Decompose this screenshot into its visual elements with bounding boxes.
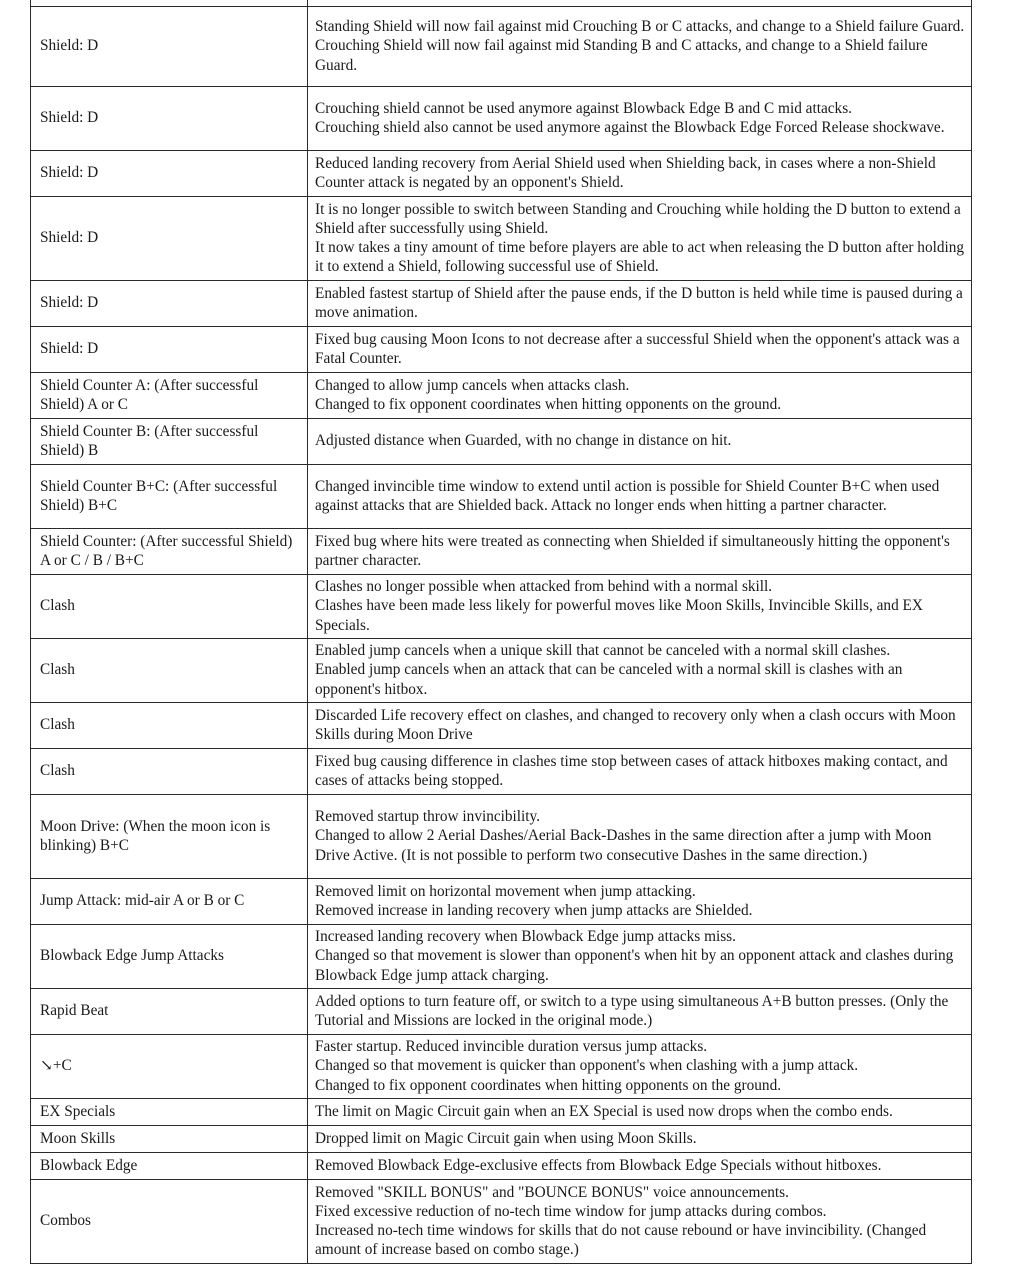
move-label: Shield: D bbox=[31, 87, 308, 151]
move-label: Shield: D bbox=[31, 7, 308, 87]
change-note: Adjusted distance when Guarded, with no change in distance on hit. bbox=[315, 432, 732, 450]
change-note: Changed invincible time window to extend until action is possible for Shield Counter B+C when used against attacks that are Shielded back. Attack no longer ends when hitting a partner character. bbox=[315, 477, 940, 514]
move-label: Shield: D bbox=[31, 281, 308, 327]
change-note: Dropped limit on Magic Circuit gain when using Moon Skills. bbox=[315, 1129, 697, 1147]
change-notes bbox=[308, 87, 972, 151]
table-row bbox=[31, 7, 972, 87]
table-row bbox=[31, 1153, 972, 1180]
table-row bbox=[31, 1099, 972, 1126]
change-note: Clashes no longer possible when attacked from behind with a normal skill. bbox=[315, 578, 773, 596]
change-notes bbox=[308, 281, 972, 327]
change-note: Changed so that movement is quicker than opponent's when clashing with a jump attack. bbox=[315, 1057, 859, 1075]
table-row bbox=[31, 529, 972, 575]
table-row bbox=[31, 639, 972, 703]
change-note: Discarded Life recovery effect on clashes, and changed to recovery only when a clash occurs with Moon Skills during Moon Drive bbox=[315, 706, 956, 743]
table-row bbox=[31, 1180, 972, 1264]
move-label: Clash bbox=[31, 749, 308, 795]
change-note: Removed startup throw invincibility. bbox=[315, 808, 541, 826]
change-note: Removed "SKILL BONUS" and "BOUNCE BONUS" voice announcements. bbox=[315, 1183, 789, 1201]
move-label: Shield: D bbox=[31, 151, 308, 197]
change-notes bbox=[308, 575, 972, 639]
table-row bbox=[31, 197, 972, 281]
change-notes bbox=[308, 749, 972, 795]
move-label: Combos bbox=[31, 1180, 308, 1264]
move-label: ↘+C bbox=[31, 1035, 308, 1099]
table-row bbox=[31, 749, 972, 795]
change-notes bbox=[308, 639, 972, 703]
change-note: Enabled jump cancels when a unique skill that cannot be canceled with a normal skill clashes. bbox=[315, 642, 891, 660]
change-notes bbox=[308, 925, 972, 989]
change-note: Standing Shield will now fail against mid Crouching B or C attacks, and change to a Shield failure Guard. bbox=[315, 18, 965, 36]
change-notes bbox=[308, 151, 972, 197]
table-row bbox=[31, 87, 972, 151]
move-label: Moon Skills bbox=[31, 1126, 308, 1153]
move-label: Shield Counter B: (After successful Shield) B bbox=[31, 419, 308, 465]
change-notes bbox=[308, 1180, 972, 1264]
change-notes bbox=[308, 529, 972, 575]
change-note: Crouching shield also cannot be used anymore against the Blowback Edge Forced Release shockwave. bbox=[315, 119, 945, 136]
change-notes bbox=[308, 879, 972, 925]
change-note: Increased no-tech time windows for skills that do not cause rebound or have invincibility. (Changed amount of increase based on combo stage.) bbox=[315, 1222, 927, 1259]
change-note: Enabled fastest startup of Shield after the pause ends, if the D button is held while time is paused during a move animation. bbox=[315, 284, 963, 321]
change-notes bbox=[308, 465, 972, 529]
change-note: Removed Blowback Edge-exclusive effects from Blowback Edge Specials without hitboxes. bbox=[315, 1156, 882, 1174]
change-notes bbox=[308, 703, 972, 749]
change-note: Fixed bug where hits were treated as connecting when Shielded if simultaneously hitting the opponent's partner character. bbox=[315, 532, 950, 569]
move-label: Clash bbox=[31, 575, 308, 639]
change-note: Increased landing recovery when Blowback Edge jump attacks miss. bbox=[315, 928, 736, 946]
change-notes bbox=[308, 7, 972, 87]
change-notes bbox=[308, 1035, 972, 1099]
table-row bbox=[31, 1126, 972, 1153]
change-notes bbox=[308, 989, 972, 1035]
table-row bbox=[31, 925, 972, 989]
move-label: Moon Drive: (When the moon icon is blinking) B+C bbox=[31, 795, 308, 879]
table-row bbox=[31, 575, 972, 639]
table-row bbox=[31, 327, 972, 373]
move-label: Shield Counter A: (After successful Shield) A or C bbox=[31, 373, 308, 419]
change-note: Changed to fix opponent coordinates when hitting opponents on the ground. bbox=[315, 396, 782, 413]
change-note: Removed increase in landing recovery when jump attacks are Shielded. bbox=[315, 902, 753, 919]
changes-table-body bbox=[31, 0, 972, 1264]
change-note: Clashes have been made less likely for powerful moves like Moon Skills, Invincible Skills, and EX Specials. bbox=[315, 597, 923, 634]
table-row bbox=[31, 281, 972, 327]
move-label: EX Specials bbox=[31, 1099, 308, 1126]
change-note: Fixed bug causing difference in clashes time stop between cases of attack hitboxes making contact, and cases of attacks being stopped. bbox=[315, 752, 948, 789]
move-label: Shield: D bbox=[31, 197, 308, 281]
move-label: Clash bbox=[31, 703, 308, 749]
patch-notes-sheet bbox=[30, 0, 972, 1264]
table-row bbox=[31, 419, 972, 465]
change-notes bbox=[308, 373, 972, 419]
change-note: Enabled jump cancels when an attack that can be canceled with a normal skill is clashes with an opponent's hitbox. bbox=[315, 661, 903, 698]
table-row bbox=[31, 1035, 972, 1099]
move-label: Shield: D bbox=[31, 327, 308, 373]
change-notes bbox=[308, 197, 972, 281]
changes-table bbox=[30, 0, 972, 1264]
change-notes bbox=[308, 1126, 972, 1153]
table-row bbox=[31, 373, 972, 419]
change-notes bbox=[308, 327, 972, 373]
change-note: Added options to turn feature off, or switch to a type using simultaneous A+B button presses. (Only the Tutorial and Missions are locked in the original mode.) bbox=[315, 992, 949, 1029]
change-notes bbox=[308, 419, 972, 465]
table-row bbox=[31, 989, 972, 1035]
change-note: Changed to fix opponent coordinates when hitting opponents on the ground. bbox=[315, 1076, 782, 1094]
change-note: It now takes a tiny amount of time before players are able to act when releasing the D button after holding it to extend a Shield, following successful use of Shield. bbox=[315, 239, 965, 276]
move-label: Clash bbox=[31, 639, 308, 703]
change-note: Faster startup. Reduced invincible duration versus jump attacks. bbox=[315, 1038, 708, 1056]
change-note: It is no longer possible to switch between Standing and Crouching while holding the D button to extend a Shield after successfully using Shield. bbox=[315, 200, 961, 237]
change-note: Crouching Shield will now fail against mid Standing B and C attacks, and change to a Shield failure Guard. bbox=[315, 37, 928, 74]
change-note: Reduced landing recovery from Aerial Shield used when Shielding back, in cases where a non-Shield Counter attack is negated by an opponent's Shield. bbox=[315, 154, 936, 191]
change-note: Fixed excessive reduction of no-tech time window for jump attacks during combos. bbox=[315, 1202, 827, 1220]
change-notes bbox=[308, 1153, 972, 1180]
change-note: Removed limit on horizontal movement when jump attacking. bbox=[315, 882, 696, 900]
change-note: Crouching shield cannot be used anymore against Blowback Edge B and C mid attacks. bbox=[315, 99, 852, 117]
table-row bbox=[31, 465, 972, 529]
change-note: Fixed bug causing Moon Icons to not decrease after a successful Shield when the opponent's attack was a Fatal Counter. bbox=[315, 330, 960, 367]
change-notes bbox=[308, 1099, 972, 1126]
change-note: Changed to allow jump cancels when attacks clash. bbox=[315, 376, 630, 394]
table-row bbox=[31, 795, 972, 879]
change-note: Changed so that movement is slower than opponent's when hit by an opponent attack and clashes during Blowback Edge jump attack charging. bbox=[315, 947, 954, 984]
change-note: The limit on Magic Circuit gain when an EX Special is used now drops when the combo ends. bbox=[315, 1102, 893, 1120]
move-label: Blowback Edge Jump Attacks bbox=[31, 925, 308, 989]
move-label: Jump Attack: mid-air A or B or C bbox=[31, 879, 308, 925]
move-label: Rapid Beat bbox=[31, 989, 308, 1035]
change-note: Changed to allow 2 Aerial Dashes/Aerial Back-Dashes in the same direction after a jump with Moon Drive Active. (It is not possible to perform two consecutive Dashes in the same direction.) bbox=[315, 827, 932, 864]
table-row bbox=[31, 151, 972, 197]
change-notes bbox=[308, 795, 972, 879]
table-row bbox=[31, 703, 972, 749]
table-row bbox=[31, 879, 972, 925]
move-label: Shield Counter: (After successful Shield) A or C / B / B+C bbox=[31, 529, 308, 575]
move-label: Shield Counter B+C: (After successful Shield) B+C bbox=[31, 465, 308, 529]
move-label: Blowback Edge bbox=[31, 1153, 308, 1180]
